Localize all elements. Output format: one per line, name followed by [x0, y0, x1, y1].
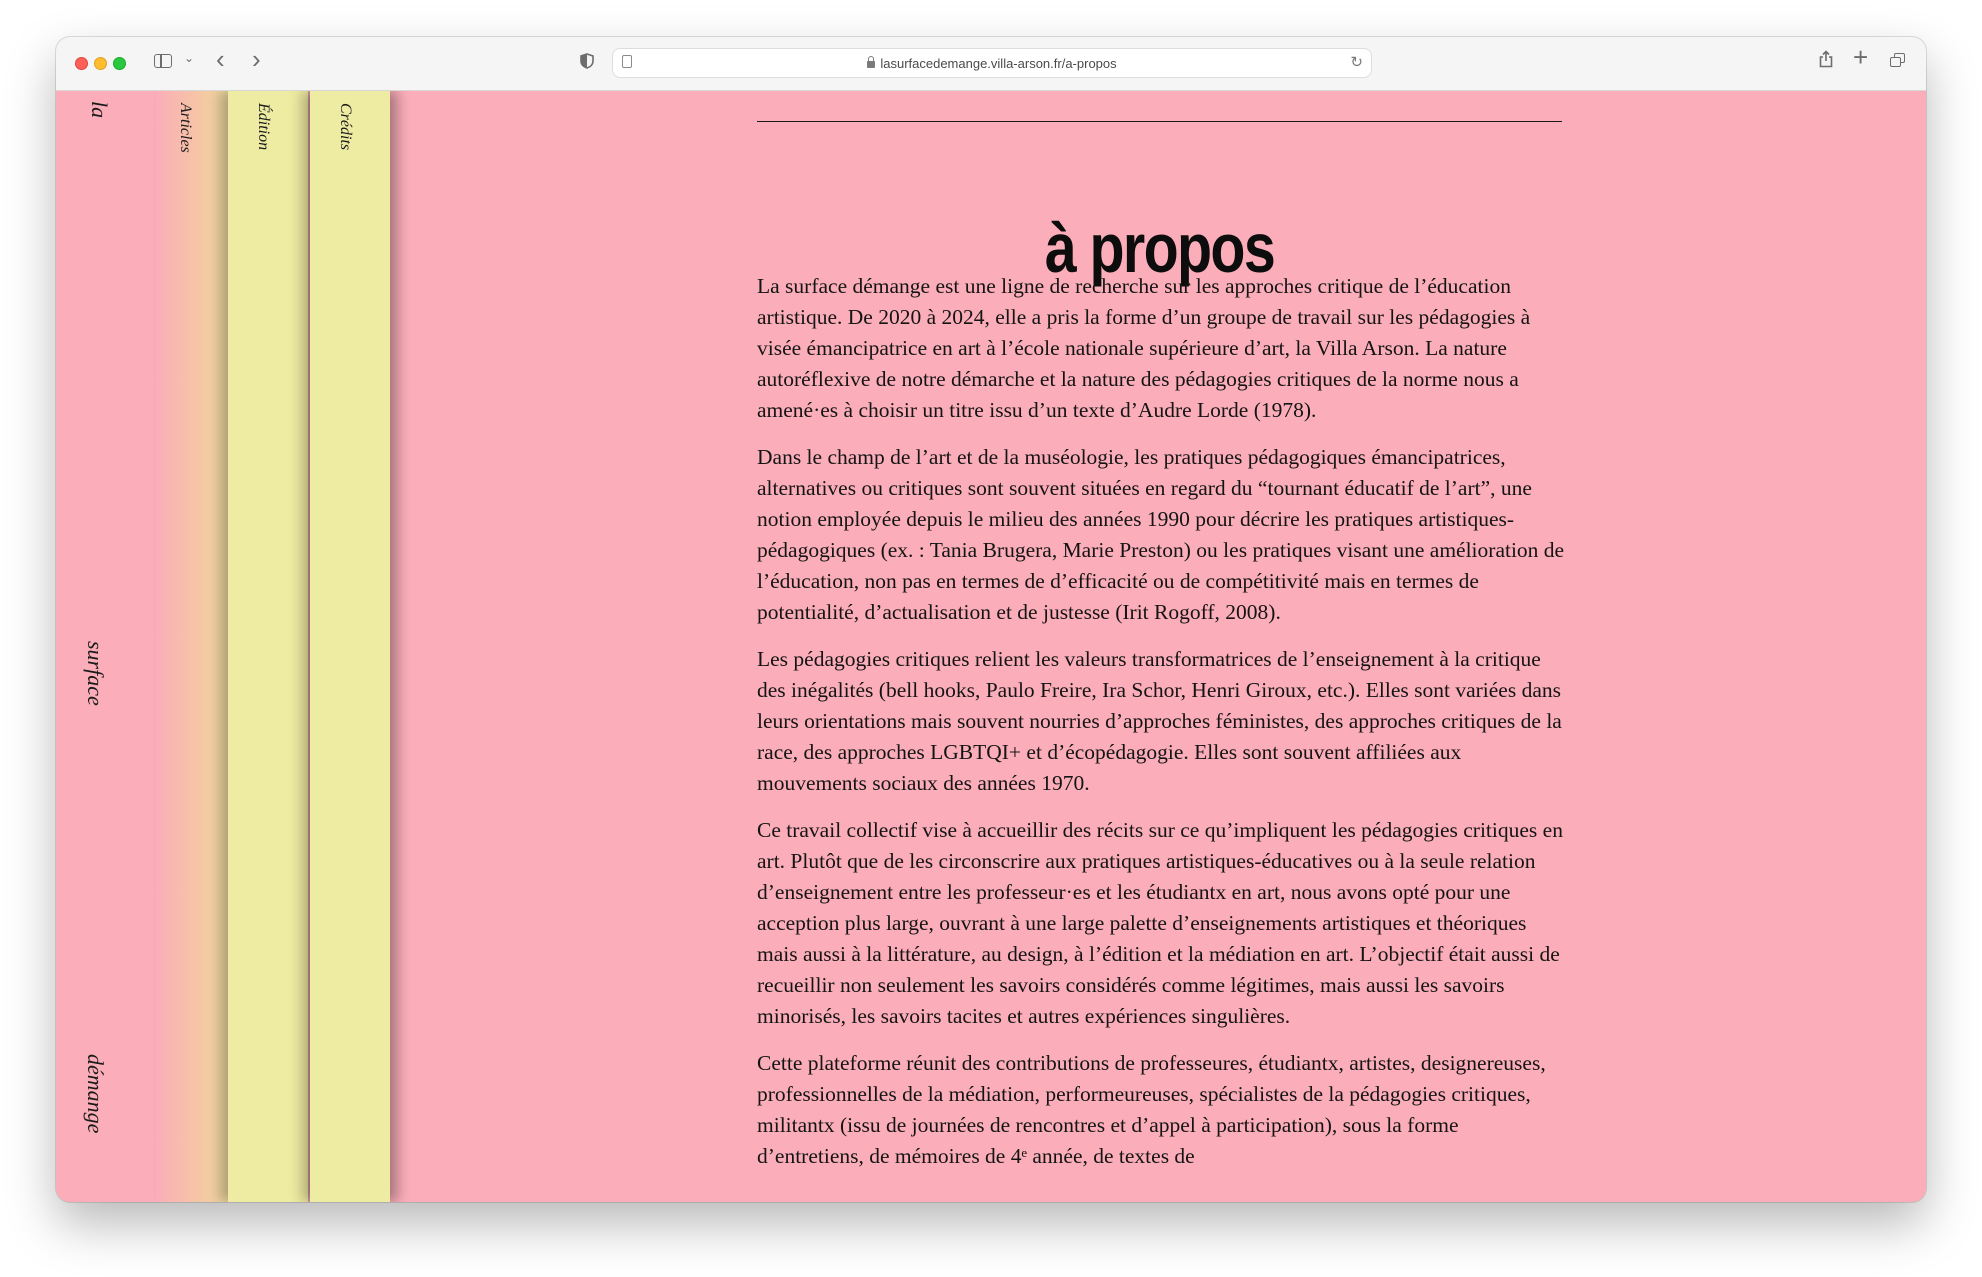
paragraph: Dans le champ de l’art et de la muséologie, les pratiques pédagogiques émancipatrices, alternatives ou critiques sont souvent situées en regard du “tournant éducatif de l’art”, une notion employée depuis le milieu des années 1990 pour décrire les pratiques artistiques-pédagogiques (ex. : Tania Brugera, Marie Preston) ou les pratiques visant une amélioration de l’éducation, non pas en termes de d’efficacité ou de compétitivité mais en termes de potentialité, d’actualisation et de justesse (Irit Rogoff, 2008).	[757, 445, 1565, 624]
site-title-demange[interactable]: démange	[83, 1054, 108, 1134]
tabs-icon[interactable]	[1890, 53, 1905, 67]
minimize-window-button[interactable]	[94, 57, 107, 70]
site-title-surface[interactable]: surface	[83, 641, 108, 706]
site-title-la[interactable]: la	[87, 101, 112, 119]
back-icon[interactable]: ‹	[216, 44, 225, 74]
plus-icon[interactable]: +	[1853, 42, 1869, 72]
paragraph: Cette plateforme réunit des contributions de professeures, étudiantx, artistes, designereuses, professionnelles de la médiation, performeureuses, spécialistes de la pédagogies critiques, militantx (issu de journées de rencontres et d’appel à participation), sous la forme d’entretiens, de mémoires de 4ᵉ année, de textes de	[757, 1051, 1546, 1168]
zoom-window-button[interactable]	[113, 57, 126, 70]
paragraph: La surface démange est une ligne de recherche sur les approches critique de l’éducation artistique. De 2020 à 2024, elle a pris la forme d’un groupe de travail sur les pédagogies à visée émancipatrice en art à l’école nationale supérieure d’art, la Villa Arson. La nature autoréflexive de notre démarche et la nature des pédagogies critiques de la norme nous a amené·es à choisir un titre issu d’un texte d’Audre Lorde (1978).	[757, 274, 1531, 422]
nav-tab-edition[interactable]	[228, 91, 308, 1202]
divider	[757, 121, 1562, 122]
close-window-button[interactable]	[75, 57, 88, 70]
nav-tab-credits[interactable]	[310, 91, 390, 1202]
page-content	[56, 91, 1926, 1202]
paragraph: Ce travail collectif vise à accueillir des récits sur ce qu’impliquent les pédagogies critiques en art. Plutôt que de les circonscrire aux pratiques artistiques-éducatives ou à la seule relation d’enseignement entre les professeur·es et les étudiantx en art, nous avons opté pour une acception plus large, ouvrant à une large palette d’enseignements artistiques et théoriques mais aussi à la littérature, au design, à l’édition et la médiation en art. L’objectif était aussi de recueillir non seulement les savoirs considérés comme légitimes, mais aussi les savoirs minorisés, les savoirs tacites et autres expériences singulières.	[757, 818, 1563, 1028]
article-body	[757, 271, 1567, 1188]
address-bar[interactable]	[612, 48, 1372, 78]
browser-window	[56, 37, 1926, 1202]
share-icon[interactable]	[1819, 50, 1833, 68]
forward-icon[interactable]: ›	[252, 44, 261, 74]
chevron-down-icon[interactable]: ⌄	[184, 51, 195, 65]
lock-icon	[867, 61, 875, 68]
browser-toolbar	[56, 37, 1926, 91]
url-display[interactable]	[613, 56, 1371, 71]
reload-icon[interactable]: ↻	[1350, 54, 1363, 71]
url-text: lasurfacedemange.villa-arson.fr/a-propos	[880, 56, 1117, 71]
page-title: à propos	[1044, 208, 1275, 287]
sidebar-icon[interactable]	[154, 54, 172, 68]
shield-icon[interactable]	[580, 53, 594, 69]
site-title-strip[interactable]	[56, 91, 156, 1202]
nav-tab-label: Articles	[177, 103, 194, 153]
nav-tab-articles[interactable]	[156, 91, 236, 1202]
nav-tab-label: Crédits	[337, 103, 354, 151]
nav-tab-label: Édition	[255, 103, 272, 151]
paragraph: Les pédagogies critiques relient les valeurs transformatrices de l’enseignement à la critique des inégalités (bell hooks, Paulo Freire, Ira Schor, Henri Giroux, etc.). Elles sont variées dans leurs orientations mais souvent nourries d’approches féministes, des approches critiques de la race, des approches LGBTQI+ et d’écopédagogie. Elles sont souvent affiliées aux mouvements sociaux des années 1970.	[757, 647, 1562, 795]
